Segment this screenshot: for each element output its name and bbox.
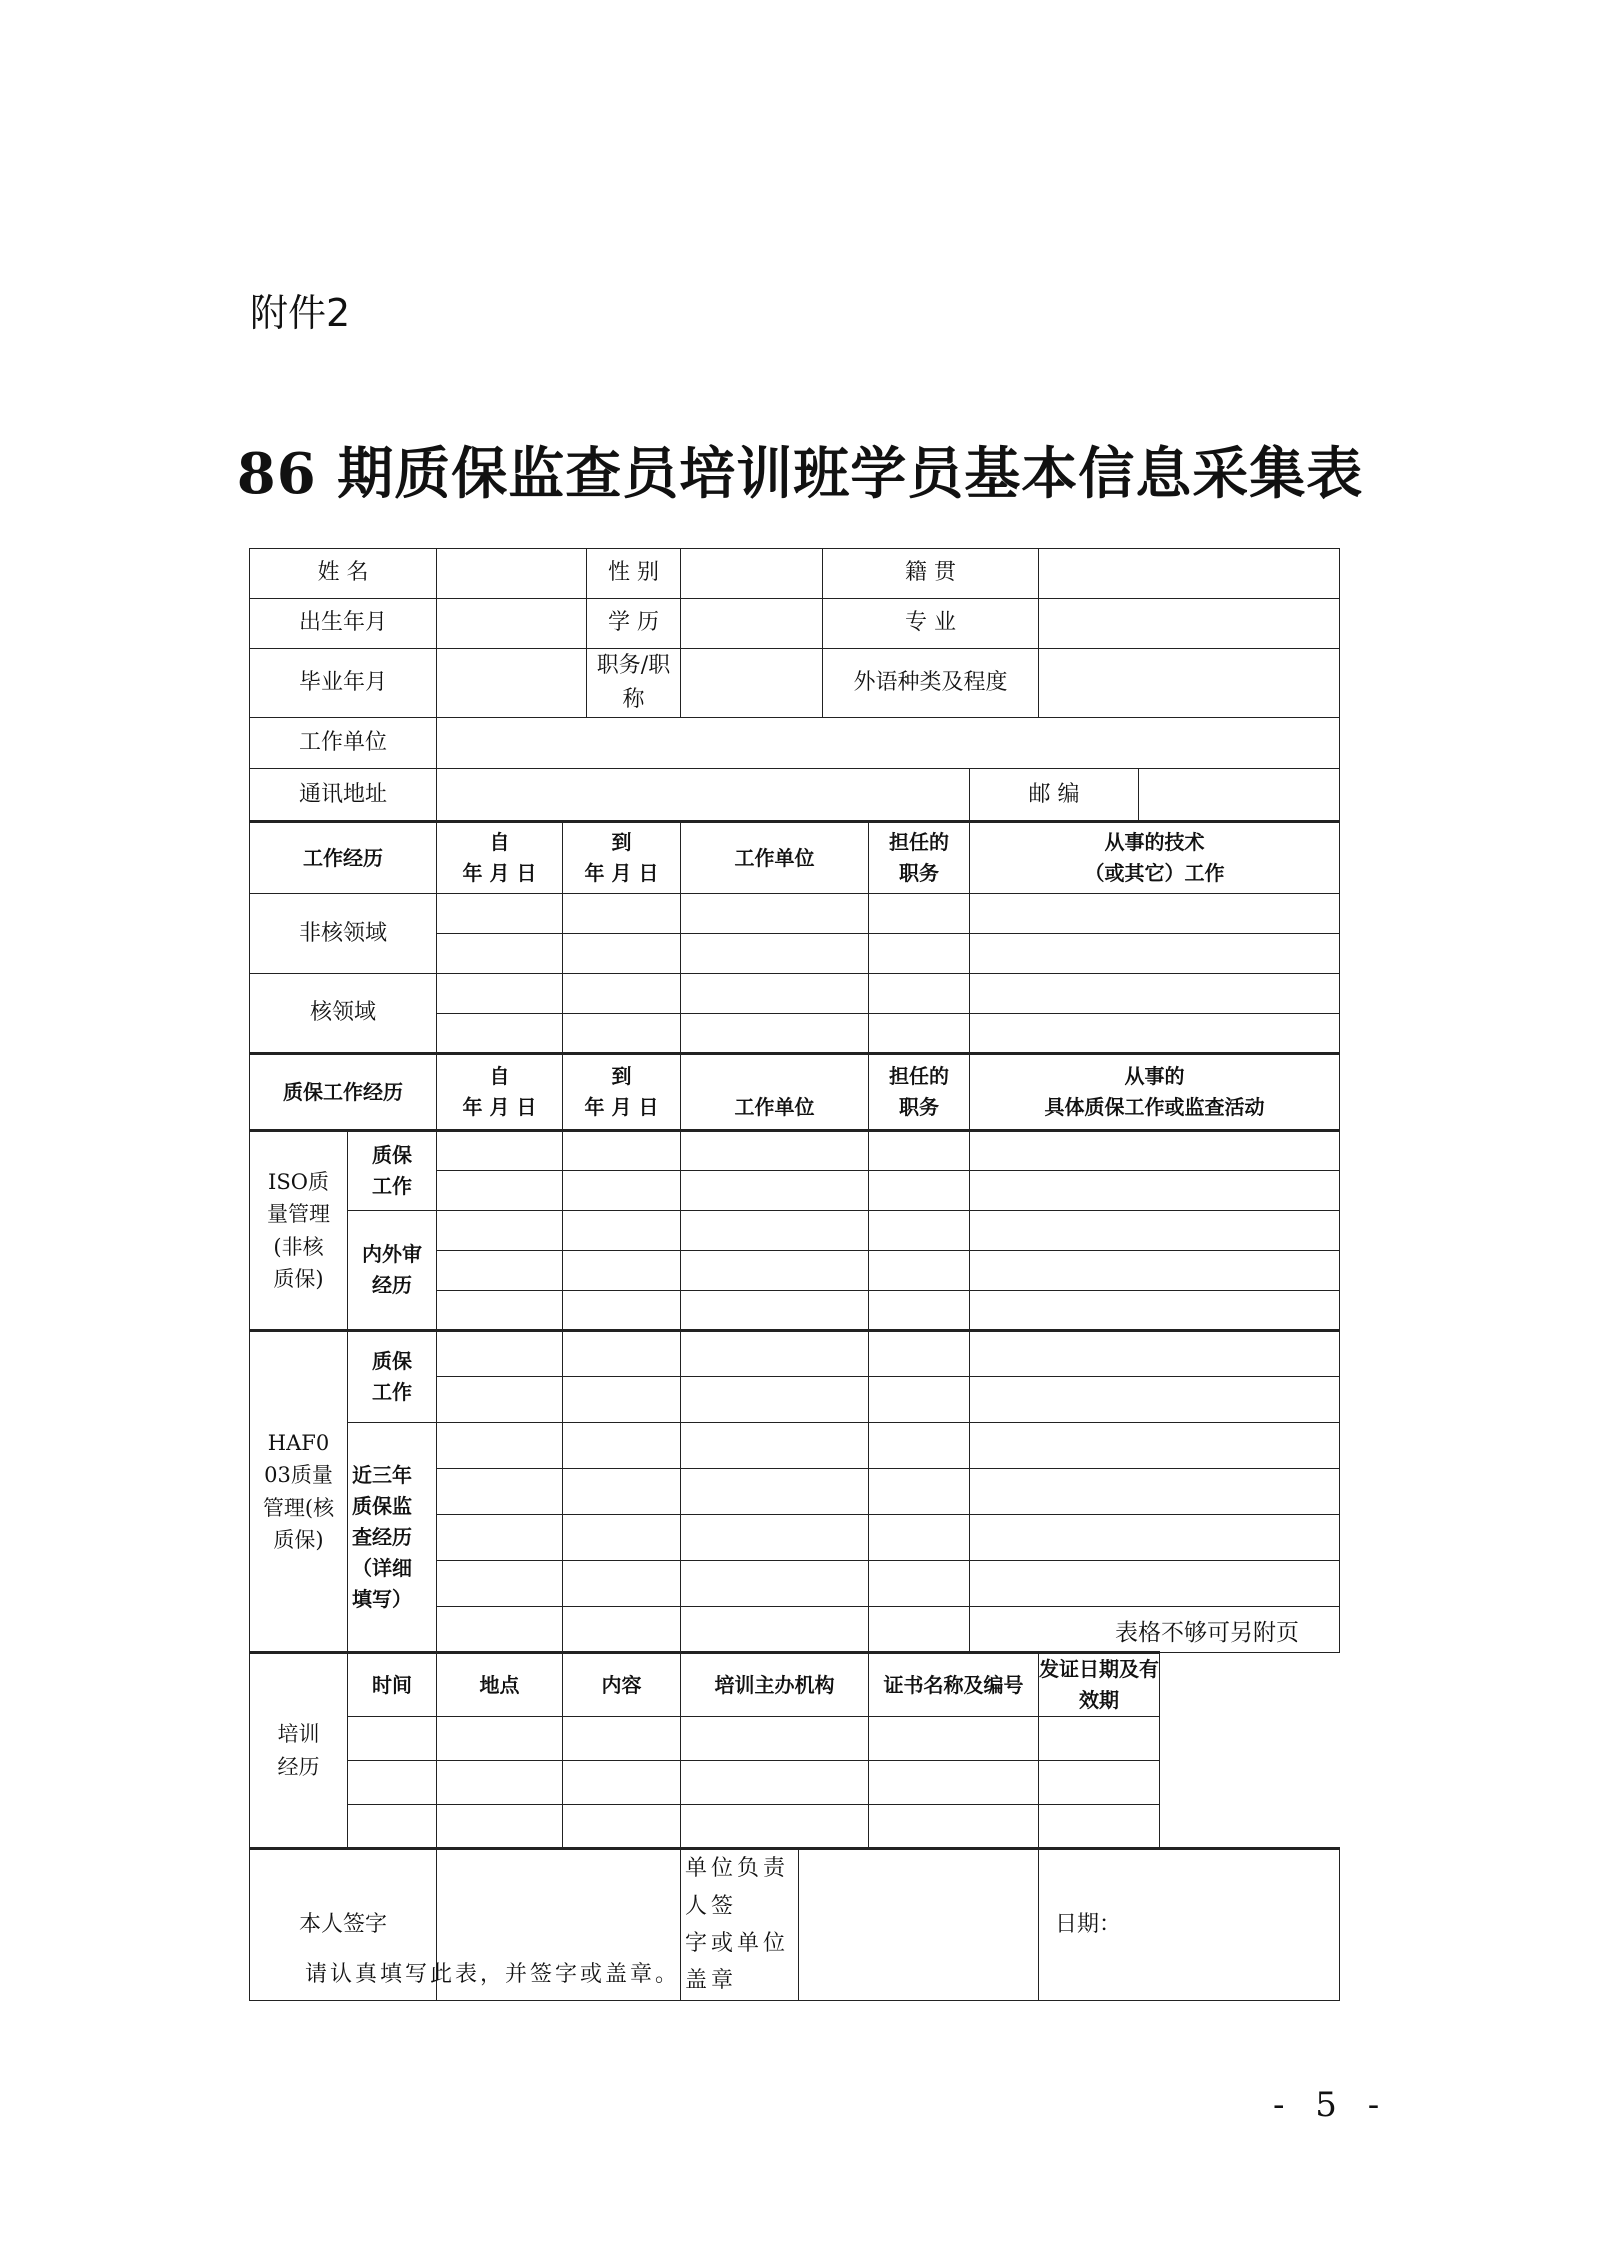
cell[interactable] (681, 1211, 869, 1251)
cell[interactable] (970, 1251, 1340, 1291)
cell[interactable] (563, 1515, 681, 1561)
audit-experience-label: 内外审 经历 (348, 1211, 437, 1331)
cell[interactable] (970, 1423, 1340, 1469)
qa-work-label: 质保 工作 (348, 1331, 437, 1423)
cell[interactable] (970, 1515, 1340, 1561)
cell[interactable] (869, 894, 970, 934)
cell[interactable] (563, 1291, 681, 1331)
to-date-header: 到 年 月 日 (563, 1054, 681, 1131)
cell[interactable] (970, 894, 1340, 934)
cell[interactable] (563, 1211, 681, 1251)
cell[interactable] (563, 1423, 681, 1469)
title-position-field[interactable] (681, 649, 823, 718)
haf003-section-label: HAF0 03质量 管理(核 质保) (250, 1331, 348, 1653)
cell[interactable] (563, 974, 681, 1014)
gender-field[interactable] (681, 549, 823, 599)
qa-content-header: 从事的 具体质保工作或监查活动 (970, 1054, 1340, 1131)
qa-experience-label: 质保工作经历 (250, 1054, 437, 1131)
cell[interactable] (348, 1717, 437, 1761)
birth-label: 出生年月 (250, 599, 437, 649)
cell[interactable] (970, 1014, 1340, 1054)
cell[interactable] (869, 1717, 1039, 1761)
content-header: 内容 (563, 1653, 681, 1717)
cell[interactable] (563, 1805, 681, 1849)
tech-work-header: 从事的技术 （或其它）工作 (970, 822, 1340, 894)
cell[interactable] (437, 1805, 563, 1849)
cell[interactable] (970, 1331, 1340, 1377)
time-header: 时间 (348, 1653, 437, 1717)
extra-page-note: 表格不够可另附页 (970, 1607, 1340, 1653)
cell[interactable] (869, 1607, 970, 1653)
cell[interactable] (563, 1561, 681, 1607)
cell[interactable] (681, 1515, 869, 1561)
education-label: 学 历 (587, 599, 681, 649)
iso-section-label: ISO质 量管理 (非核 质保) (250, 1131, 348, 1331)
education-field[interactable] (681, 599, 823, 649)
nuclear-label: 核领域 (250, 974, 437, 1054)
unit-signature-label: 单位负责人签 字或单位盖章 (681, 1849, 799, 2001)
foreign-language-field[interactable] (1039, 649, 1340, 718)
cell[interactable] (563, 1331, 681, 1377)
cell[interactable] (681, 1251, 869, 1291)
duty-header: 担任的 职务 (869, 822, 970, 894)
cell[interactable] (563, 1607, 681, 1653)
cell[interactable] (437, 1171, 563, 1211)
cell[interactable] (437, 1469, 563, 1515)
work-unit-label: 工作单位 (250, 718, 437, 769)
gender-label: 性 别 (587, 549, 681, 599)
address-label: 通讯地址 (250, 769, 437, 822)
cell[interactable] (437, 1211, 563, 1251)
cell[interactable] (869, 1131, 970, 1171)
cell[interactable] (970, 1131, 1340, 1171)
organizer-header: 培训主办机构 (681, 1653, 869, 1717)
cell[interactable] (437, 1251, 563, 1291)
cell[interactable] (437, 1515, 563, 1561)
cell[interactable] (869, 1761, 1039, 1805)
name-field[interactable] (437, 549, 587, 599)
cell[interactable] (437, 1761, 563, 1805)
page-number: - 5 - (1273, 2085, 1390, 2125)
cell[interactable] (563, 1171, 681, 1211)
cell[interactable] (437, 894, 563, 934)
cell[interactable] (681, 1469, 869, 1515)
postcode-label: 邮 编 (970, 769, 1139, 822)
graduation-field[interactable] (437, 649, 587, 718)
duty-header: 担任的 职务 (869, 1054, 970, 1131)
self-signature-label: 本人签字 (250, 1849, 437, 2001)
recent-audit-label: 近三年 质保监 查经历 （详细 填写） (348, 1423, 437, 1653)
cell[interactable] (563, 1717, 681, 1761)
cell[interactable] (869, 1251, 970, 1291)
cell[interactable] (869, 974, 970, 1014)
cell[interactable] (681, 1717, 869, 1761)
cell[interactable] (681, 1607, 869, 1653)
cell[interactable] (970, 1211, 1340, 1251)
birth-field[interactable] (437, 599, 587, 649)
cell[interactable] (1039, 1805, 1160, 1849)
work-experience-label: 工作经历 (250, 822, 437, 894)
certificate-header: 证书名称及编号 (869, 1653, 1039, 1717)
cell[interactable] (437, 974, 563, 1014)
cell[interactable] (869, 1515, 970, 1561)
major-label: 专 业 (823, 599, 1039, 649)
cell[interactable] (869, 1377, 970, 1423)
cell[interactable] (1039, 1717, 1160, 1761)
major-field[interactable] (1039, 599, 1340, 649)
cell[interactable] (563, 1131, 681, 1171)
training-label: 培训 经历 (250, 1653, 348, 1849)
cell[interactable] (563, 934, 681, 974)
place-header: 地点 (437, 1653, 563, 1717)
cell[interactable] (563, 894, 681, 934)
cell[interactable] (681, 1171, 869, 1211)
cell[interactable] (681, 1561, 869, 1607)
name-label: 姓 名 (250, 549, 437, 599)
date-field[interactable]: 日期： (1039, 1849, 1340, 2001)
cell[interactable] (681, 934, 869, 974)
cell[interactable] (437, 1291, 563, 1331)
cell[interactable] (563, 1251, 681, 1291)
cell[interactable] (970, 1561, 1340, 1607)
from-date-header: 自 年 月 日 (437, 1054, 563, 1131)
address-field[interactable] (437, 769, 970, 822)
cell[interactable] (681, 974, 869, 1014)
cell[interactable] (563, 1761, 681, 1805)
graduation-label: 毕业年月 (250, 649, 437, 718)
unit-header: 工作单位 (681, 822, 869, 894)
cell[interactable] (437, 1014, 563, 1054)
cell[interactable] (970, 1171, 1340, 1211)
cell[interactable] (869, 1171, 970, 1211)
cell[interactable] (563, 1014, 681, 1054)
cell[interactable] (869, 1331, 970, 1377)
unit-header: 工作单位 (681, 1054, 869, 1131)
cell[interactable] (681, 1805, 869, 1849)
attachment-label: 附件2 (250, 291, 351, 335)
cell[interactable] (681, 894, 869, 934)
cell[interactable] (869, 1805, 1039, 1849)
cell[interactable] (348, 1761, 437, 1805)
cell[interactable] (437, 1607, 563, 1653)
cell[interactable] (1039, 1761, 1160, 1805)
cell[interactable] (970, 974, 1340, 1014)
cell[interactable] (869, 1211, 970, 1251)
work-unit-field[interactable] (437, 718, 1340, 769)
cell[interactable] (437, 1131, 563, 1171)
to-date-header: 到 年 月 日 (563, 822, 681, 894)
unit-signature-field[interactable] (799, 1849, 1039, 2001)
title-position-label: 职务/职称 (587, 649, 681, 718)
cell[interactable] (348, 1805, 437, 1849)
non-nuclear-label: 非核领域 (250, 894, 437, 974)
cell[interactable] (869, 934, 970, 974)
foreign-language-label: 外语种类及程度 (823, 649, 1039, 718)
issue-date-header: 发证日期及有效期 (1039, 1653, 1160, 1717)
cell[interactable] (681, 1331, 869, 1377)
cell[interactable] (681, 1423, 869, 1469)
cell[interactable] (869, 1291, 970, 1331)
cell[interactable] (869, 1014, 970, 1054)
cell[interactable] (681, 1377, 869, 1423)
cell[interactable] (563, 1377, 681, 1423)
from-date-header: 自 年 月 日 (437, 822, 563, 894)
cell[interactable] (869, 1423, 970, 1469)
footnote: 请认真填写此表，并签字或盖章。 (305, 1962, 681, 1987)
cell[interactable] (437, 1423, 563, 1469)
cell[interactable] (437, 1561, 563, 1607)
cell[interactable] (437, 1377, 563, 1423)
cell[interactable] (970, 1377, 1340, 1423)
cell[interactable] (563, 1469, 681, 1515)
cell[interactable] (681, 1761, 869, 1805)
info-form-table (249, 548, 1340, 2001)
cell[interactable] (970, 1291, 1340, 1331)
cell[interactable] (437, 1331, 563, 1377)
cell[interactable] (681, 1131, 869, 1171)
cell[interactable] (970, 934, 1340, 974)
native-place-field[interactable] (1039, 549, 1340, 599)
qa-work-label: 质保 工作 (348, 1131, 437, 1211)
cell[interactable] (681, 1291, 869, 1331)
cell[interactable] (869, 1469, 970, 1515)
cell[interactable] (869, 1561, 970, 1607)
cell[interactable] (437, 1717, 563, 1761)
cell[interactable] (970, 1469, 1340, 1515)
form-title: 86 期质保监查员培训班学员基本信息采集表 (236, 441, 1364, 507)
cell[interactable] (437, 934, 563, 974)
postcode-field[interactable] (1139, 769, 1340, 822)
native-place-label: 籍 贯 (823, 549, 1039, 599)
cell[interactable] (681, 1014, 869, 1054)
